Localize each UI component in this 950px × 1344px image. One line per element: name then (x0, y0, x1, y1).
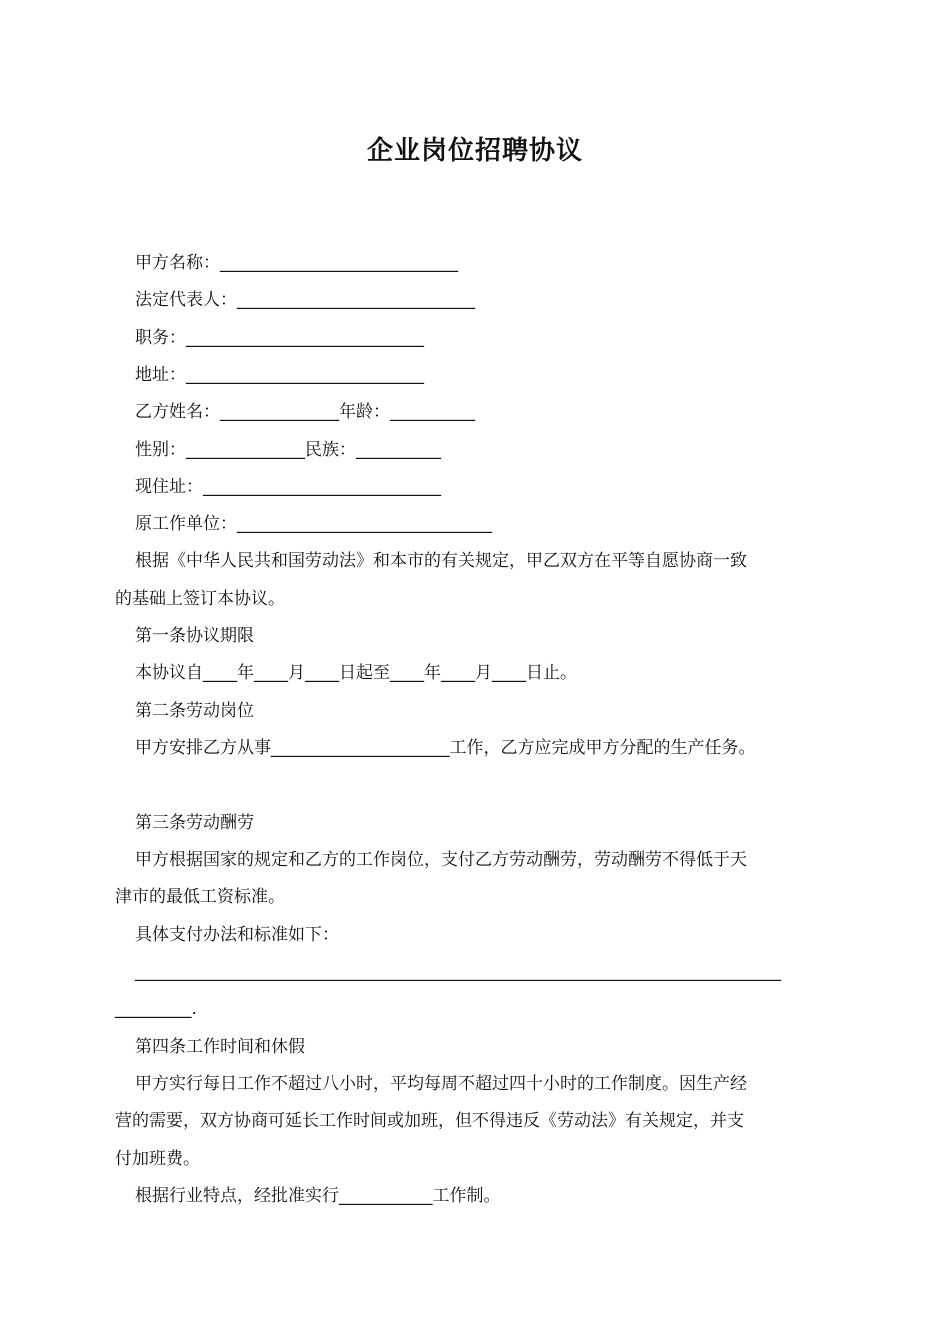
article-1-term: 本协议自____年____月____日起至____年____月____日止。 (135, 663, 577, 683)
document-title: 企业岗位招聘协议 (366, 136, 583, 166)
payment-method-line: 具体支付办法和标准如下： (135, 925, 339, 945)
former-employer-line: 原工作单位：______________________________ (135, 514, 492, 534)
article-4-body-2: 营的需要，双方协商可延长工作时间或加班，但不得违反《劳动法》有关规定，并支 (115, 1111, 744, 1131)
article-4-body-1: 甲方实行每日工作不超过八小时，平均每周不超过四十小时的工作制度。因生产经 (135, 1074, 747, 1094)
article-4-body-3: 付加班费。 (115, 1149, 200, 1169)
address-line: 地址：____________________________ (135, 365, 424, 385)
party-b-name-age-line: 乙方姓名：______________年龄：__________ (135, 402, 475, 422)
current-address-line: 现住址：____________________________ (135, 477, 441, 497)
article-3-body-2: 津市的最低工资标准。 (115, 887, 285, 907)
preamble-line-2: 的基础上签订本协议。 (115, 589, 285, 609)
party-a-name-line: 甲方名称：____________________________ (135, 253, 458, 273)
position-line: 职务：____________________________ (135, 328, 424, 348)
work-system-line: 根据行业特点，经批准实行___________工作制。 (135, 1186, 501, 1206)
payment-blank-1: ____________________________________________________________________________ (135, 962, 781, 982)
article-3-heading: 第三条劳动酬劳 (135, 813, 254, 833)
article-4-heading: 第四条工作时间和休假 (135, 1037, 305, 1057)
gender-ethnicity-line: 性别：______________民族：__________ (135, 440, 441, 460)
article-2-body: 甲方安排乙方从事_____________________工作，乙方应完成甲方分配的生产任务。 (135, 738, 756, 758)
legal-rep-line: 法定代表人：____________________________ (135, 290, 475, 310)
article-3-body-1: 甲方根据国家的规定和乙方的工作岗位，支付乙方劳动酬劳，劳动酬劳不得低于天 (135, 850, 747, 870)
article-1-heading: 第一条协议期限 (135, 626, 254, 646)
preamble-line-1: 根据《中华人民共和国劳动法》和本市的有关规定，甲乙双方在平等自愿协商一致 (135, 551, 747, 571)
payment-blank-2: _________. (115, 999, 197, 1019)
article-2-heading: 第二条劳动岗位 (135, 701, 254, 721)
